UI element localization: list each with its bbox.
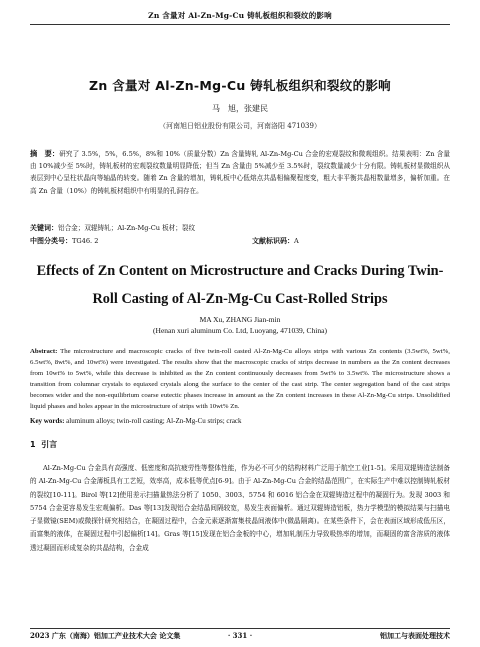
english-abstract-text: The microstructure and macroscopic cracks of five twin-roll casted Al-Zn-Mg-Cu alloys strips with various Zn contents (3.5wt%, 5wt%, 6.5wt%, 8wt%, and 10wt%) were investigated. The results show that the macroscopic cracks of strips decrease in numbers as the Zn content decreases from 10wt% to 5wt%, while this decrease is inhibited as the Zn content continuously decreases from 5wt% to 3.5wt%. The microstructure shows a transition from columnar crystals to equiaxed crystals along the surface to the center of the cast strip. The center segregation band of the cast strips becomes wider and the non-equilibrium coarse eutectic phases increase in amount as the Zn content increases in these Al-Zn-Mg-Cu strips. Unsolidified liquid phases and holes appear in the microstructure of strips with 10wt% Zn. [30, 348, 450, 410]
chinese-keywords-text: 铝合金；双辊铸轧；Al-Zn-Mg-Cu 板材；裂纹 [58, 224, 196, 232]
chinese-keywords-label: 关键词： [30, 224, 58, 232]
document-code [252, 236, 299, 246]
chinese-abstract-label: 摘 要： [30, 149, 60, 158]
document-code-value: A [294, 237, 299, 245]
clc-label: 中图分类号： [30, 237, 72, 245]
english-title: Effects of Zn Content on Microstructure and Cracks During Twin-Roll Casting of Al-Zn-Mg-Cu Cast-Rolled Strips [36, 263, 444, 307]
clc-value: TG46. 2 [72, 237, 99, 245]
chinese-keywords [30, 222, 450, 233]
footer-proceedings: 2023 广东（南海）铝加工产业技术大会 论文集 [30, 631, 181, 640]
chinese-affiliation: （河南旭日铝业股份有限公司，河南洛阳 471039） [159, 122, 321, 130]
footer-rule [30, 628, 450, 629]
chinese-authors: 马 旭，张建民 [212, 104, 268, 113]
english-keywords-text: aluminum alloys; twin-roll casting; Al-Zn-Mg-Cu strips; crack [66, 417, 242, 425]
english-keywords [30, 417, 450, 425]
body-text [30, 462, 450, 555]
document-code-label: 文献标识码： [252, 237, 294, 245]
chinese-abstract-text: 研究了 3.5%，5%，6.5%，8%和 10%（质量分数）Zn 含量铸轧 Al-Zn-Mg-Cu 合金的宏观裂纹和微观组织。结果表明：Zn 含量由 10%减少至 5%时，铸轧板材的宏观裂纹数量明显降低；但当 Zn 含量由 5%减少至 3.5%时，裂纹数量减少十分有限。铸轧板材显微组织从表层到中心呈柱状晶向等轴晶的转变。随着 Zn 含量的增加，铸轧板中心低熔点共晶相偏聚程度变，粗大非平衡共晶相数量增多，偏析加重。在高 Zn 含量（10%）的铸轧板材组织中有明显的孔洞存在。 [30, 150, 450, 195]
page-number: · 331 · [227, 631, 253, 640]
english-affiliation: (Henan xuri aluminum Co. Ltd, Luoyang, 471039, China) [153, 326, 327, 335]
classification-line [30, 236, 450, 246]
header-rule [30, 24, 450, 25]
running-head: Zn 含量对 Al-Zn-Mg-Cu 铸轧板组织和裂纹的影响 [148, 11, 332, 20]
section-heading [30, 439, 57, 450]
english-abstract-label: Abstract: [30, 348, 58, 355]
body-paragraph: Al-Zn-Mg-Cu 合金具有高强度、低密度和高抗疲劳性等整体性能，作为必不可少的结构材料广泛用于航空工业[1-5]。采用双辊铸造法制备的 Al-Zn-Mg-Cu 合金薄板具有工艺短，效率高，成本低等优点[6-9]。由于 Al-Zn-Mg-Cu 合金的结晶范围广，在实际生产中难以控制铸轧板材的裂纹[10-11]。Birol 等[12]使用差示扫描量热法分析了 1050、3003、5754 和 6016 铝合金在双辊铸造过程中的凝固行为。发现 3003 和 5754 合金更容易发生宏观偏析。Das 等[13]发现铝合金结晶间隔较宽，易发生表面偏析。通过双辊铸造铝板，热力学模型的模拟结果与扫描电子显微镜(SEM)或微探针研究相结合，在凝固过程中，合金元素逐渐富集枝晶间液体中(微晶隔离)。在某些条件下，会在表面区域形成低压区，而富集的液体，在凝固过程中引起偏析[14]。Gras 等[15]发现在铝合金板的中心，增加轧制压力导致吸热率的增加，而凝固的富含溶质的液体透过凝固而形成复杂的共晶结构，合金成 [30, 464, 450, 552]
english-abstract [30, 347, 450, 412]
section-title: 引言 [41, 440, 58, 449]
english-keywords-label: Key words: [30, 417, 65, 425]
chinese-title: Zn 含量对 Al-Zn-Mg-Cu 铸轧板组织和裂纹的影响 [89, 78, 391, 93]
section-number: 1 [30, 440, 36, 449]
footer-section: 铝加工与表面处理技术 [380, 631, 450, 640]
chinese-abstract [30, 148, 450, 197]
english-authors: MA Xu, ZHANG Jian-min [199, 315, 281, 324]
